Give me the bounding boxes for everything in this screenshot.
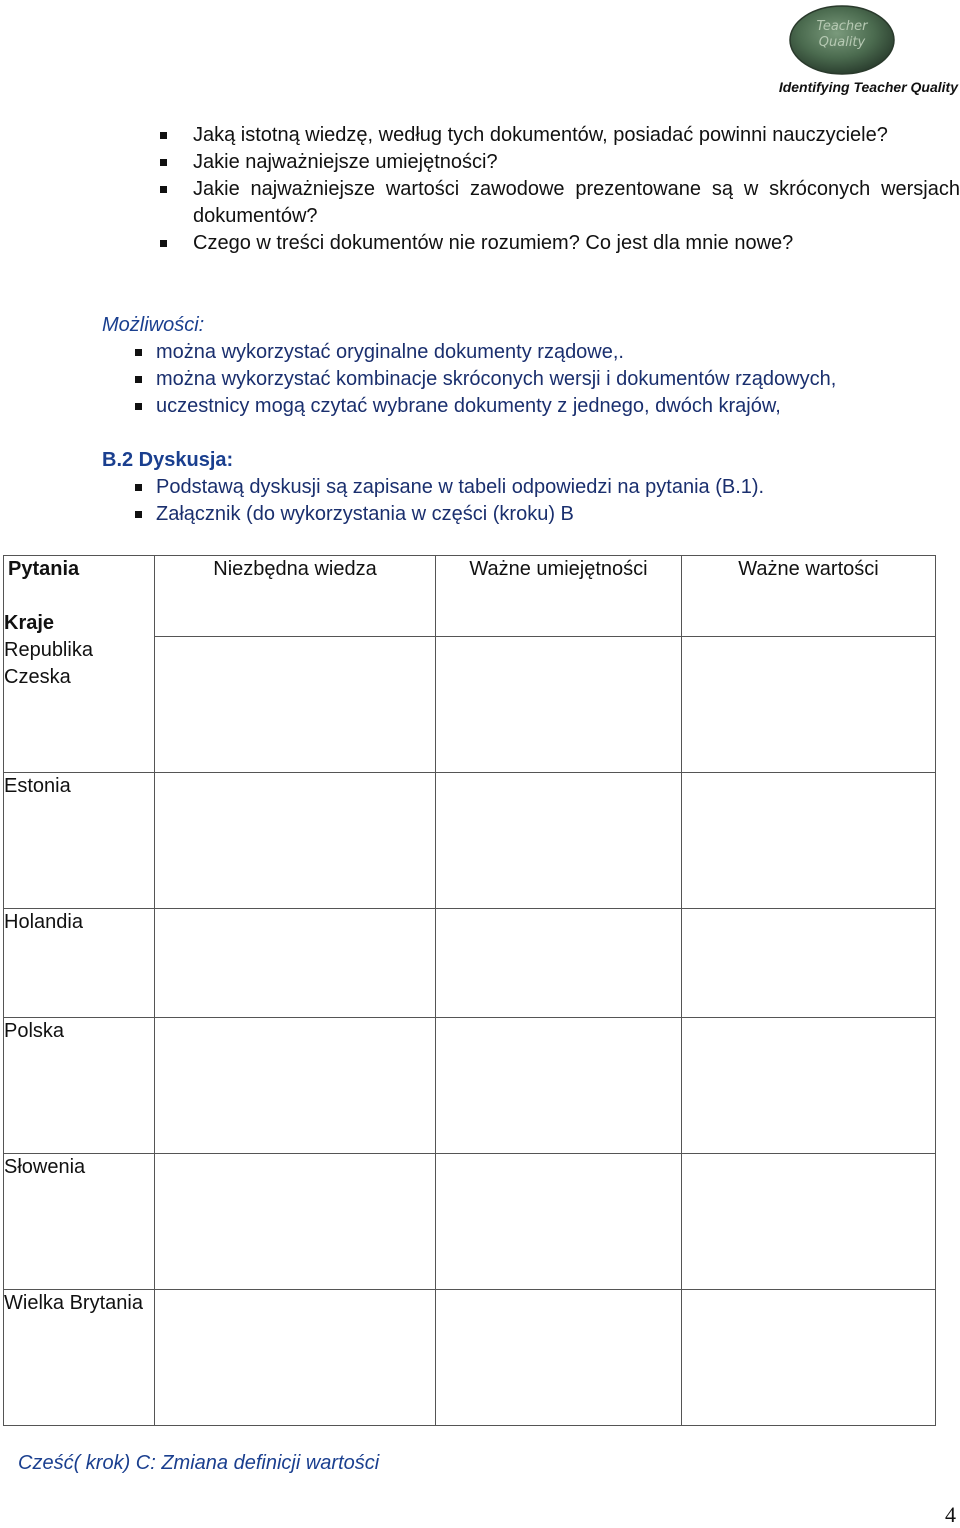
table-row — [4, 1018, 936, 1154]
table-cell[interactable] — [436, 909, 682, 1018]
table-row — [4, 909, 936, 1018]
question-item: Jakie najważniejsze wartości zawodowe prezentowane są w skróconych wersjach dokumentów? — [160, 176, 960, 230]
header-caption: Identifying Teacher Quality — [778, 79, 958, 95]
question-item: Jaką istotną wiedzę, według tych dokumentów, posiadać powinni nauczyciele? — [160, 122, 960, 149]
table-cell[interactable] — [436, 773, 682, 909]
page-number: 4 — [945, 1502, 956, 1527]
options-heading: Możliwości: — [102, 314, 205, 336]
questions-list — [160, 122, 960, 257]
table-cell[interactable] — [682, 909, 936, 1018]
teacher-quality-logo — [788, 4, 896, 76]
country-label: Polska — [4, 1018, 155, 1154]
section-c-heading: Cześć( krok) C: Zmiana definicji wartości — [18, 1452, 380, 1474]
option-item: uczestnicy mogą czytać wybrane dokumenty z jednego, dwóch krajów, — [135, 393, 960, 420]
table-cell[interactable] — [436, 1154, 682, 1290]
discussion-item: Podstawą dyskusji są zapisane w tabeli odpowiedzi na pytania (B.1). — [135, 474, 960, 501]
country-label: Estonia — [4, 773, 155, 909]
table-cell[interactable] — [682, 637, 936, 773]
discussion-item: Załącznik (do wykorzystania w części (kroku) B — [135, 501, 960, 528]
svg-text:Quality: Quality — [818, 35, 866, 50]
discussion-heading: B.2 Dyskusja: — [102, 449, 234, 471]
table-cell[interactable] — [155, 1018, 436, 1154]
table-cell[interactable] — [436, 1018, 682, 1154]
corner-countries-label: Kraje — [4, 612, 55, 634]
table-cell[interactable] — [155, 1154, 436, 1290]
table-row — [4, 773, 936, 909]
corner-questions-label: Pytania — [8, 558, 80, 580]
table-cell[interactable] — [682, 1290, 936, 1426]
country-label: Wielka Brytania — [4, 1290, 155, 1426]
table-row — [4, 1154, 936, 1290]
table-cell[interactable] — [436, 1290, 682, 1426]
options-list — [135, 339, 960, 420]
table-cell[interactable] — [155, 909, 436, 1018]
table-corner-cell — [4, 556, 155, 773]
option-item: można wykorzystać oryginalne dokumenty rządowe,. — [135, 339, 960, 366]
column-header-skills: Ważne umiejętności — [436, 556, 682, 637]
table-cell[interactable] — [155, 1290, 436, 1426]
question-item: Jakie najważniejsze umiejętności? — [160, 149, 960, 176]
table-cell[interactable] — [436, 637, 682, 773]
table-cell[interactable] — [682, 1154, 936, 1290]
countries-table — [3, 555, 936, 1426]
table-cell[interactable] — [682, 1018, 936, 1154]
table-cell[interactable] — [155, 637, 436, 773]
question-item: Czego w treści dokumentów nie rozumiem? Co jest dla mnie nowe? — [160, 230, 960, 257]
country-label: Republika Czeska — [4, 639, 93, 688]
country-label: Holandia — [4, 909, 155, 1018]
column-header-knowledge: Niezbędna wiedza — [155, 556, 436, 637]
column-header-values: Ważne wartości — [682, 556, 936, 637]
logo-graphic — [788, 4, 896, 76]
table-cell[interactable] — [155, 773, 436, 909]
svg-text:Teacher: Teacher — [816, 19, 868, 34]
country-label: Słowenia — [4, 1154, 155, 1290]
discussion-list — [135, 474, 960, 528]
option-item: można wykorzystać kombinacje skróconych wersji i dokumentów rządowych, — [135, 366, 960, 393]
table-row — [4, 1290, 936, 1426]
table-cell[interactable] — [682, 773, 936, 909]
table-header-row — [4, 556, 936, 637]
